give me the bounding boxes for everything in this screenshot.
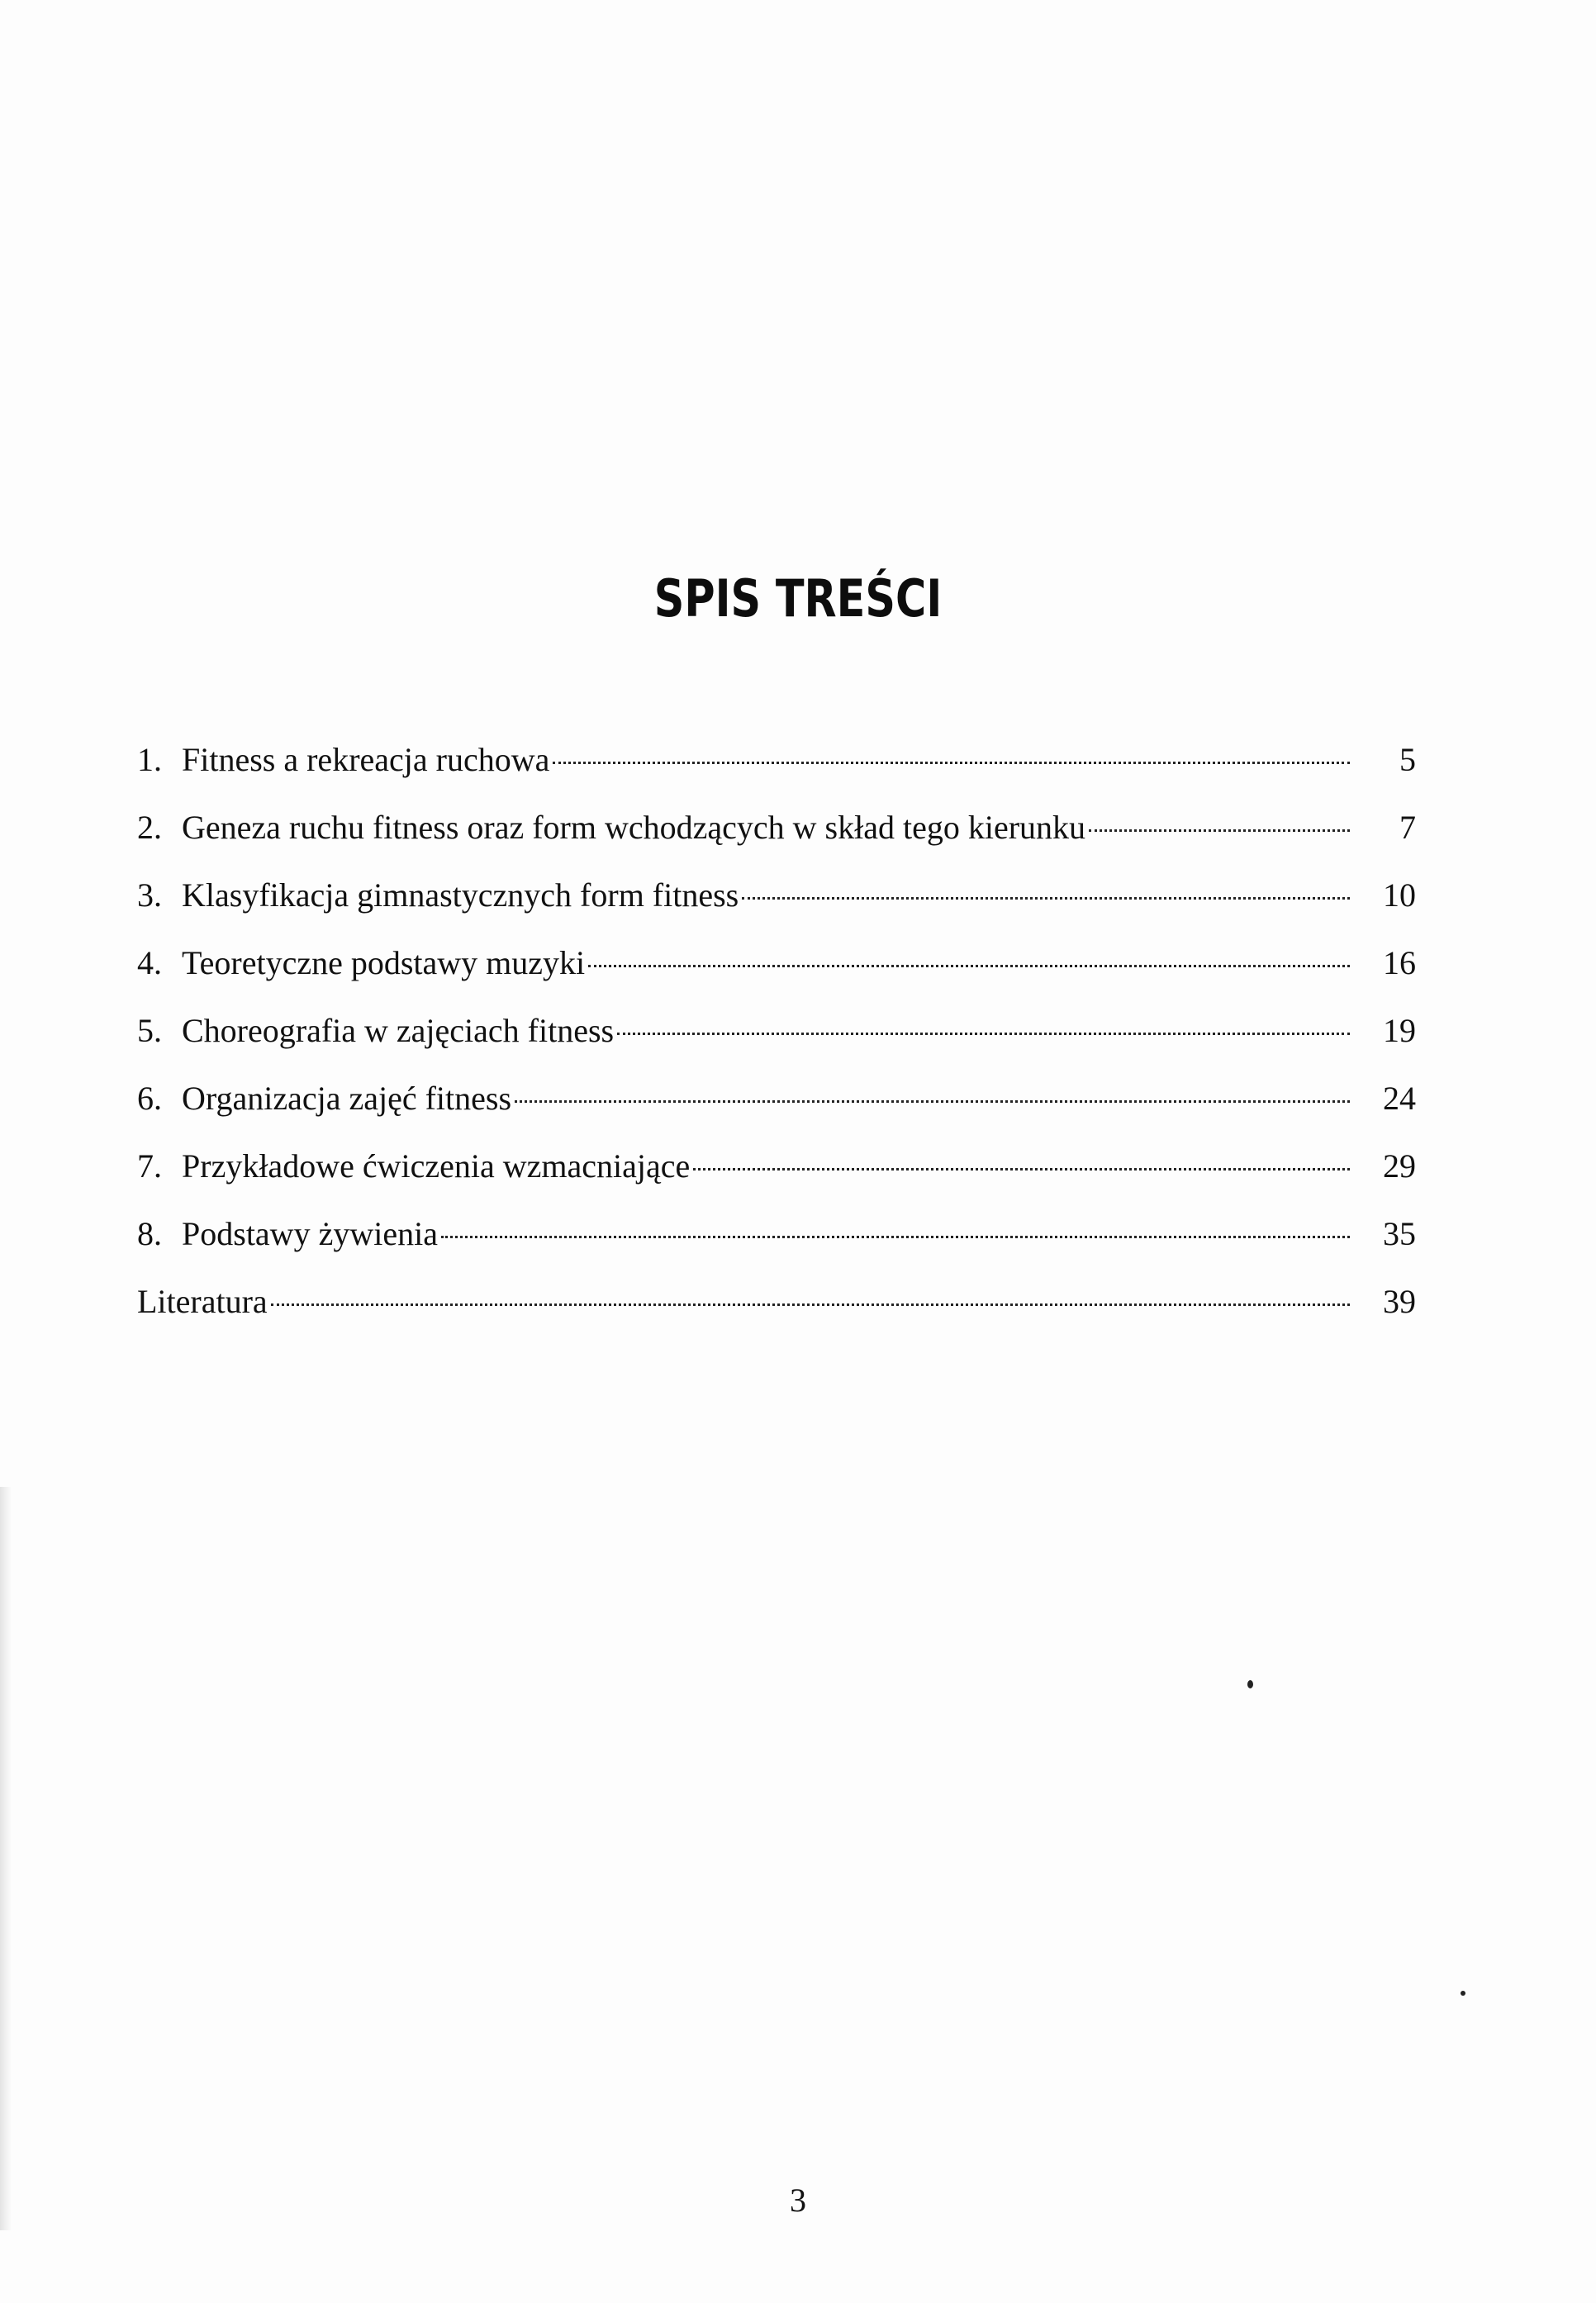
toc-entry — [137, 938, 1416, 1006]
toc-entry-title: Choreografia w zajęciach fitness — [182, 1012, 615, 1049]
toc-dot-leader — [1089, 829, 1350, 832]
page-title: SPIS TREŚCI — [653, 568, 943, 629]
toc-entry-title: Organizacja zajęć fitness — [182, 1080, 512, 1117]
toc-entry-number: 7. — [137, 1147, 162, 1185]
toc-entry-title: Literatura — [137, 1283, 268, 1320]
toc-entry — [137, 871, 1416, 938]
toc-entry-number: 4. — [137, 944, 162, 981]
toc-dot-leader — [742, 897, 1350, 900]
toc-entry-page: 24 — [1383, 1080, 1416, 1117]
scan-speck — [1247, 1680, 1253, 1688]
toc-entry — [137, 803, 1416, 871]
scan-shadow — [0, 1487, 12, 2230]
scan-speck — [1461, 1991, 1465, 1996]
toc-dot-leader — [515, 1100, 1350, 1103]
toc-entry-number: 3. — [137, 876, 162, 914]
toc-entry-page: 7 — [1399, 809, 1416, 846]
toc-entry — [137, 1142, 1416, 1209]
toc-dot-leader — [271, 1303, 1350, 1306]
toc-entry-number: 5. — [137, 1012, 162, 1049]
page-number: 3 — [790, 2182, 806, 2219]
toc-entry-title: Fitness a rekreacja ruchowa — [182, 741, 550, 778]
toc-entry-number: 6. — [137, 1080, 162, 1117]
toc-entry — [137, 1074, 1416, 1142]
toc-entry-page: 35 — [1383, 1215, 1416, 1252]
toc-entry-title: Przykładowe ćwiczenia wzmacniające — [182, 1147, 691, 1185]
toc-entry-page: 29 — [1383, 1147, 1416, 1185]
toc-dot-leader — [693, 1168, 1350, 1170]
toc-entry — [137, 1209, 1416, 1277]
toc-entry — [137, 1006, 1416, 1074]
toc-entry-title: Podstawy żywienia — [182, 1215, 438, 1252]
toc-entry-page: 39 — [1383, 1283, 1416, 1320]
toc-dot-leader — [588, 965, 1350, 967]
toc-entry — [137, 735, 1416, 803]
toc-entry-title: Teoretyczne podstawy muzyki — [182, 944, 586, 981]
toc-entry-bibliography — [137, 1277, 1416, 1345]
toc-entry-page: 10 — [1383, 876, 1416, 914]
toc-dot-leader — [617, 1033, 1350, 1035]
toc-entry-title: Geneza ruchu fitness oraz form wchodzących w skład tego kierunku — [182, 809, 1086, 846]
table-of-contents — [137, 735, 1416, 1345]
toc-entry-page: 16 — [1383, 944, 1416, 981]
toc-entry-page: 5 — [1399, 741, 1416, 778]
toc-entry-number: 8. — [137, 1215, 162, 1252]
toc-entry-title: Klasyfikacja gimnastycznych form fitness — [182, 876, 739, 914]
toc-entry-number: 2. — [137, 809, 162, 846]
toc-entry-page: 19 — [1383, 1012, 1416, 1049]
toc-entry-number: 1. — [137, 741, 162, 778]
toc-dot-leader — [553, 762, 1350, 764]
toc-dot-leader — [441, 1236, 1350, 1238]
